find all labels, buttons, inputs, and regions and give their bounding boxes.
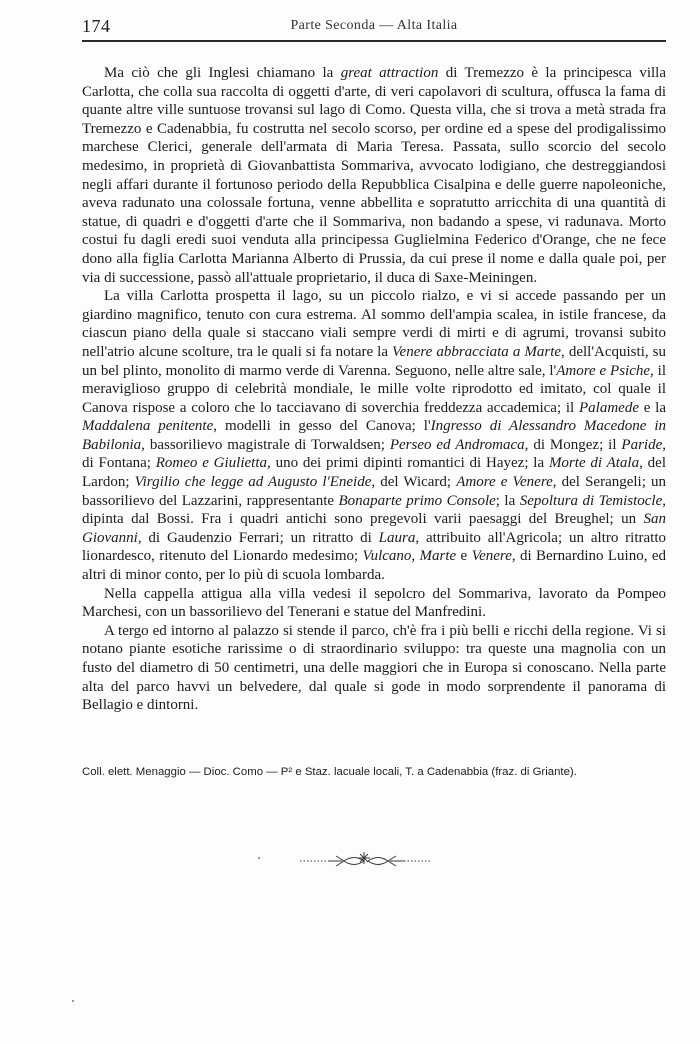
text-run: , di Bernardino Luino, ed altri di minor conto, per lo più di scuola lombarda. — [82, 548, 666, 584]
text-run: e la — [638, 399, 667, 416]
italic-title: Laura — [378, 529, 416, 546]
italic-title: San Giovanni — [82, 511, 666, 546]
footnote: Coll. elett. Menaggio — Dioc. Como — P² e Staz. lacuale locali, T. a Cadenabbia (fraz. di Griante). — [82, 766, 577, 778]
text-run: Ma ciò che gli Inglesi chiamano la — [104, 65, 341, 81]
text-run: e — [456, 548, 472, 565]
speck — [72, 1000, 74, 1002]
italic-title: Ingresso di Alessandro Macedone in Babilonia — [82, 418, 667, 453]
italic-title: Morte di Atala — [548, 455, 640, 472]
italic-title: Paride — [621, 436, 663, 453]
italic-title: Maddalena penitente — [82, 418, 214, 435]
text-run: , del Lardon; — [82, 455, 666, 491]
text-run: , attribuito all'Agricola; un altro ritratto lionardesco, ritenuto del Lionardo medesimo; — [82, 529, 666, 565]
italic-title: Venere — [471, 548, 512, 565]
paragraph — [82, 287, 666, 585]
body-text — [82, 64, 666, 715]
text-run: , uno dei primi dipinti romantici di Hayez; la — [267, 455, 549, 472]
italic-title: Virgilio che legge ad Augusto l'Eneide — [134, 474, 372, 491]
page-header — [82, 14, 666, 42]
text-run: , dipinta dal Bossi. Fra i quadri antichi sono pregevoli varii paesaggi del Breughel; un — [82, 492, 667, 528]
paragraph — [82, 622, 666, 715]
paragraph — [82, 64, 666, 287]
text-run: , bassorilievo magistrale di Torwaldsen; — [141, 436, 390, 453]
speck — [258, 857, 260, 859]
text-run: La villa Carlotta prospetta il lago, su un piccolo rialzo, e vi si accede passando per un giardino magnifico, tenuto con cura estrema. Al sommo dell'ampia scalea, in istile francese, da ciascun piano della quale si staccano viali sempre verdi di mirti e di agrumi, trovansi subito nell'atrio alcune scolture, tra le quali si fa notare la — [82, 288, 666, 360]
text-run: ; la — [495, 492, 520, 509]
italic-title: Bonaparte primo Console — [338, 492, 496, 509]
paragraph — [82, 585, 666, 622]
text-run: , di Mongez; il — [524, 436, 622, 453]
text-run: , dell'Acquisti, su un bel plinto, monolito di marmo verde di Varenna. Seguono, nelle altre sale, l' — [82, 343, 666, 379]
italic-title: Amore e Psiche — [556, 362, 651, 379]
text-run: , di Gaudenzio Ferrari; un ritratto di — [137, 529, 379, 546]
text-run: , del Serangeli; un bassorilievo del Lazzarini, rappresentante — [82, 474, 666, 509]
italic-title: Venere abbracciata a Marte — [392, 343, 562, 360]
text-run: , di Fontana; — [82, 436, 666, 472]
vignette-ornament-icon — [298, 850, 434, 870]
text-run: , modelli in gesso del Canova; l' — [213, 418, 431, 435]
italic-title: Amore e Venere — [456, 474, 553, 491]
italic-title: Vulcano, Marte — [362, 548, 457, 565]
italic-title: Palamede — [579, 399, 639, 416]
text-run: , il meraviglioso gruppo di celebrità mondiale, le mille volte riprodotto ed imitato, col quale il Canova rispose a coloro che lo tacciavano di soverchia freddezza accademica; il — [82, 362, 666, 416]
italic-title: Sepoltura di Temistocle — [519, 492, 663, 509]
italic-title: Perseo ed Andromaca — [389, 436, 525, 453]
text-run: A tergo ed intorno al palazzo si stende il parco, ch'è fra i più belli e ricchi della regione. Vi si notano piante esotiche rarissime o di straordinario sviluppo: tra queste una magnolia con un fusto del diametro di 50 centimetri, una delle maggiori che in Europa si conoscano. Nella parte alta del parco havvi un belvedere, dal quale si gode in modo sorprendente il panorama di Bellagio e dintorni. — [82, 622, 666, 714]
italic-title: great attraction — [340, 65, 439, 81]
italic-title: Romeo e Giulietta — [155, 455, 268, 472]
text-run: di Tremezzo è la principesca villa Carlotta, che colla sua raccolta di oggetti d'arte, di veri capolavori di scultura, offusca la fama di quante altre ville suntuose trovansi sul lago di Como. Questa villa, che si trova a metà strada fra Tremezzo e Cadenabbia, fu costrutta nel secolo scorso, per ordine ed a spese del prodigalissimo marchese Clerici, generale dell'armata di Maria Teresa. Passata, sullo scorcio del secolo medesimo, in proprietà di Giovanbattista Sommariva, avvocato lodigiano, che destreggiandosi negli affari durante il fortunoso periodo della Repubblica Cisalpina e delle guerre napoleoniche, aveva radunato una colossale fortuna, venne abbellita e sopratutto arricchita di una quantità di statue, di quadri e d'oggetti d'arte che il Sommariva, non badando a spese, vi radunava. Morto costui fu dagli eredi suoi venduta alla principessa Guglielmina Federico d'Orange, che ne fece dono alla figlia Carlotta Marianna Alberto di Prussia, da cui prese il nome e dalla quale poi, per via di successione, passò all'attuale proprietario, il duca di Saxe-Meiningen. — [82, 65, 666, 286]
text-run: Nella cappella attigua alla villa vedesi il sepolcro del Sommariva, lavorato da Pompeo Marchesi, con un bassorilievo del Tenerani e statue del Manfredini. — [82, 585, 666, 621]
text-run: , del Wicard; — [371, 474, 457, 491]
running-title: Parte Seconda — Alta Italia — [290, 18, 458, 33]
page-number: 174 — [82, 16, 111, 36]
